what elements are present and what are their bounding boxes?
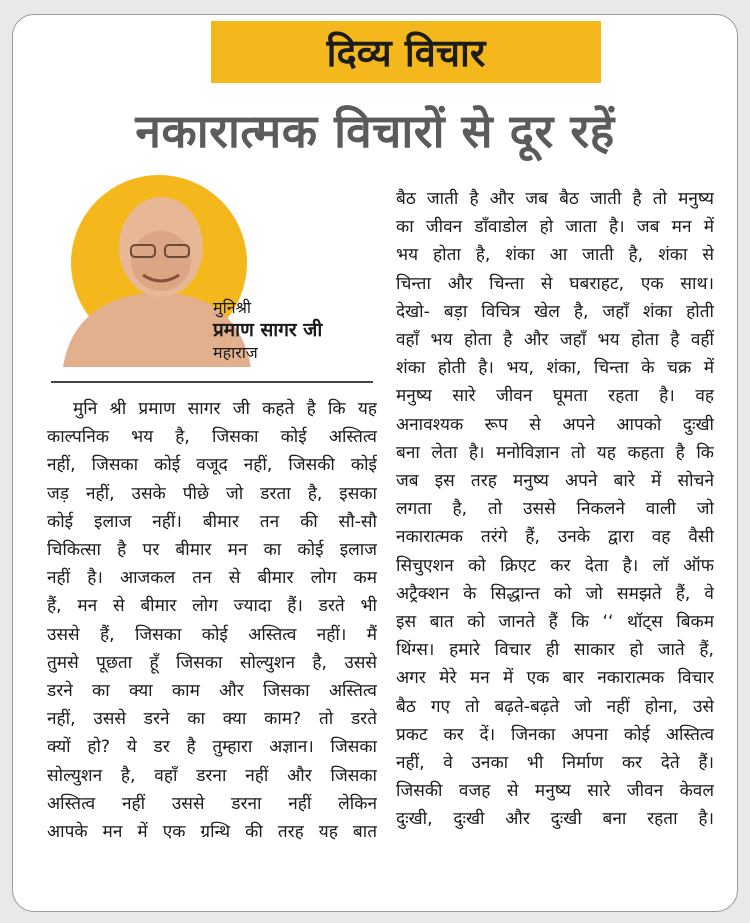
text-line: मुनि श्री प्रमाण सागर जी कहते है कि यह bbox=[73, 399, 377, 419]
text-line: डरने का क्या काम और जिसका अस्तित्व bbox=[47, 681, 377, 702]
text-line: अस्तित्व नहीं उससे डरना नहीं लेकिन bbox=[47, 793, 377, 814]
text-line: नहीं, वे उनका भी निर्माण कर देते हैं। bbox=[396, 753, 714, 774]
text-line: शंका होती है। भय, शंका, चिन्ता के चक्र में bbox=[396, 358, 714, 379]
text-line: क्यों हो? ये डर है तुम्हारा अज्ञान। जिसका bbox=[47, 737, 377, 758]
article-column-right bbox=[396, 185, 714, 834]
text-line: नहीं, जिसका कोई वजूद नहीं, जिसकी कोई bbox=[47, 455, 377, 476]
text-line: चिकित्सा है पर बीमार मन का कोई इलाज bbox=[47, 540, 377, 561]
text-line: जिसकी वजह से मनुष्य सारे जीवन केवल bbox=[396, 781, 714, 802]
text-line: थिंग्स। हमारे विचार ही साकार हो जाते हैं, bbox=[396, 640, 714, 661]
section-title: दिव्य विचार bbox=[326, 31, 486, 75]
text-line: काल्पनिक भय है, जिसका कोई अस्तित्व bbox=[47, 427, 377, 448]
text-line: का जीवन डाँवाडोल हो जाता है। जब मन में bbox=[396, 217, 714, 238]
text-line: जब इस तरह मनुष्य अपने बारे में सोचने bbox=[396, 471, 714, 492]
text-line: बना लेता है। मनोविज्ञान तो यह कहता है कि bbox=[396, 442, 714, 463]
author-credit bbox=[213, 297, 322, 363]
text-line: नहीं है। आजकल तन से बीमार लोग कम bbox=[47, 568, 377, 589]
text-line: भय होता है, शंका आ जाती है, शंका से bbox=[396, 245, 714, 266]
text-line: अगर मेरे मन में एक बार नकारात्मक विचार bbox=[396, 668, 714, 689]
text-line: बैठ गए तो बढ़ते-बढ़ते जो नहीं होना, उसे bbox=[396, 696, 714, 717]
author-suffix: महाराज bbox=[213, 343, 258, 362]
text-line: चिन्ता और चिन्ता से घबराहट, एक साथ। bbox=[396, 273, 714, 294]
text-line: दुःखी, दुःखी और दुःखी बना रहता है। bbox=[396, 809, 714, 830]
author-name: प्रमाण सागर जी bbox=[213, 319, 323, 341]
section-banner bbox=[211, 21, 601, 83]
text-line: आपके मन में एक ग्रन्थि की तरह यह बात bbox=[47, 822, 377, 843]
text-line: मनुष्य सारे जीवन घूमता रहता है। वह bbox=[396, 386, 714, 407]
text-line: बैठ जाती है और जब बैठ जाती है तो मनुष्य bbox=[396, 189, 714, 209]
text-line: नहीं, उससे डरने का क्या काम? तो डरते bbox=[47, 709, 377, 730]
text-line: सिचुएशन को क्रिएट कर देता है। लॉ ऑफ bbox=[396, 555, 714, 576]
article-card bbox=[12, 14, 738, 912]
text-line: प्रकट कर दें। जिनका अपना कोई अस्तित्व bbox=[396, 724, 714, 745]
text-line: कोई इलाज नहीं। बीमार तन की सौ-सौ bbox=[47, 511, 377, 532]
article-column-left bbox=[47, 395, 377, 846]
text-line: नकारात्मक तरंगे हैं, उनके द्वारा वह वैसी bbox=[396, 527, 714, 548]
text-line: इस बात को जानते हैं कि ‘‘ थॉट्स बिकम bbox=[396, 612, 714, 633]
text-line: हैं, मन से बीमार लोग ज्यादा हैं। डरते भी bbox=[47, 596, 377, 617]
text-line: अनावश्यक रूप से अपने आपको दुःखी bbox=[396, 414, 714, 435]
text-line: जड़ नहीं, उसके पीछे जो डरता है, इसका bbox=[47, 483, 377, 504]
text-line: अट्रैक्शन के सिद्धान्त को जो समझते हैं, वे bbox=[396, 583, 714, 604]
article-headline: नकारात्मक विचारों से दूर रहें bbox=[135, 104, 615, 158]
text-line: सोल्युशन है, वहाँ डरना नहीं और जिसका bbox=[47, 765, 377, 786]
author-divider bbox=[51, 381, 373, 383]
text-line: वहाँ भय होता है और जहाँ भय होता है वहीं bbox=[396, 330, 714, 351]
text-line: तुमसे पूछता हूँ जिसका सोल्युशन है, उससे bbox=[47, 652, 377, 673]
text-line: उससे हैं, जिसका कोई अस्तित्व नहीं। मैं bbox=[47, 624, 377, 645]
text-line: लगता है, तो उससे निकलने वाली जो bbox=[396, 499, 714, 520]
author-prefix: मुनिश्री bbox=[213, 298, 252, 317]
text-line: देखो- बड़ा विचित्र खेल है, जहाँ शंका होती bbox=[396, 301, 714, 322]
